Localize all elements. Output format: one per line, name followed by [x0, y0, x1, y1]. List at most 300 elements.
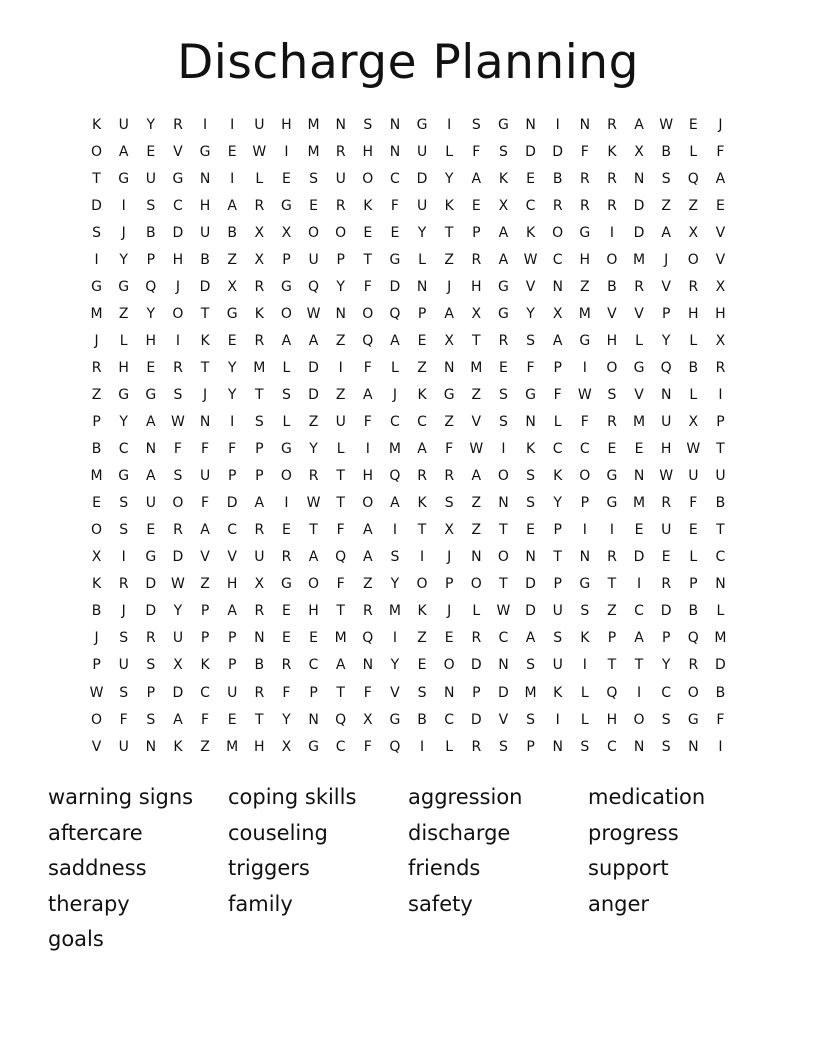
- grid-letter[interactable]: Q: [389, 468, 401, 485]
- grid-letter[interactable]: W: [686, 441, 701, 458]
- grid-letter[interactable]: O: [308, 224, 320, 241]
- grid-letter[interactable]: R: [552, 197, 563, 214]
- grid-letter[interactable]: M: [470, 359, 483, 376]
- grid-letter[interactable]: V: [91, 738, 102, 755]
- grid-letter[interactable]: C: [390, 414, 400, 431]
- grid-letter[interactable]: A: [552, 332, 563, 349]
- grid-letter[interactable]: Q: [687, 630, 699, 647]
- grid-letter[interactable]: P: [661, 305, 671, 322]
- grid-letter[interactable]: J: [121, 224, 126, 241]
- grid-letter[interactable]: M: [524, 684, 537, 701]
- grid-letter[interactable]: K: [417, 603, 427, 620]
- grid-letter[interactable]: H: [199, 197, 211, 214]
- grid-letter[interactable]: R: [335, 143, 346, 160]
- grid-letter[interactable]: Y: [119, 414, 128, 431]
- grid-letter[interactable]: B: [227, 224, 237, 241]
- grid-letter[interactable]: E: [92, 495, 101, 512]
- grid-letter[interactable]: G: [172, 170, 184, 187]
- grid-letter[interactable]: Z: [118, 305, 129, 322]
- grid-letter[interactable]: D: [145, 603, 157, 620]
- grid-letter[interactable]: Z: [417, 359, 427, 376]
- grid-letter[interactable]: C: [607, 738, 617, 755]
- grid-letter[interactable]: S: [580, 738, 590, 755]
- grid-letter[interactable]: Q: [687, 170, 699, 187]
- grid-letter[interactable]: I: [284, 143, 289, 160]
- grid-letter[interactable]: L: [553, 414, 562, 431]
- grid-letter[interactable]: N: [199, 170, 211, 187]
- grid-letter[interactable]: S: [363, 116, 373, 133]
- grid-letter[interactable]: G: [498, 116, 509, 133]
- grid-letter[interactable]: K: [254, 305, 264, 322]
- grid-letter[interactable]: O: [280, 305, 292, 322]
- grid-letter[interactable]: O: [280, 468, 292, 485]
- grid-letter[interactable]: D: [145, 576, 157, 593]
- grid-letter[interactable]: U: [661, 414, 672, 431]
- grid-letter[interactable]: K: [417, 495, 427, 512]
- grid-letter[interactable]: B: [254, 657, 265, 674]
- grid-letter[interactable]: S: [580, 603, 590, 620]
- grid-letter[interactable]: H: [281, 116, 292, 133]
- grid-letter[interactable]: A: [146, 414, 156, 431]
- grid-letter[interactable]: X: [715, 332, 726, 349]
- grid-letter[interactable]: E: [417, 332, 427, 349]
- grid-letter[interactable]: Z: [471, 386, 482, 403]
- grid-letter[interactable]: W: [306, 495, 321, 512]
- grid-letter[interactable]: R: [688, 657, 699, 674]
- grid-letter[interactable]: N: [389, 143, 401, 160]
- grid-letter[interactable]: R: [661, 576, 672, 593]
- grid-letter[interactable]: H: [660, 441, 672, 458]
- grid-letter[interactable]: A: [308, 549, 319, 566]
- grid-letter[interactable]: I: [582, 522, 587, 539]
- grid-letter[interactable]: D: [470, 657, 482, 674]
- grid-letter[interactable]: V: [634, 305, 644, 322]
- grid-letter[interactable]: G: [633, 359, 645, 376]
- grid-letter[interactable]: R: [579, 197, 590, 214]
- grid-letter[interactable]: C: [200, 684, 210, 701]
- grid-letter[interactable]: C: [661, 684, 672, 701]
- grid-letter[interactable]: S: [661, 711, 671, 728]
- grid-letter[interactable]: T: [336, 468, 345, 485]
- grid-letter[interactable]: W: [659, 116, 674, 133]
- grid-letter[interactable]: R: [498, 332, 509, 349]
- grid-letter[interactable]: F: [363, 414, 372, 431]
- grid-letter[interactable]: C: [498, 630, 509, 647]
- grid-letter[interactable]: O: [497, 468, 509, 485]
- grid-letter[interactable]: E: [227, 711, 237, 728]
- grid-letter[interactable]: G: [308, 738, 319, 755]
- grid-letter[interactable]: U: [254, 116, 265, 133]
- grid-letter[interactable]: Y: [390, 657, 400, 674]
- grid-letter[interactable]: H: [471, 278, 482, 295]
- grid-letter[interactable]: F: [580, 143, 589, 160]
- grid-letter[interactable]: N: [579, 549, 591, 566]
- grid-letter[interactable]: G: [226, 305, 238, 322]
- grid-letter[interactable]: D: [633, 197, 645, 214]
- grid-letter[interactable]: A: [363, 549, 373, 566]
- grid-letter[interactable]: H: [362, 468, 374, 485]
- grid-letter[interactable]: R: [145, 630, 156, 647]
- grid-letter[interactable]: D: [498, 684, 509, 701]
- grid-letter[interactable]: D: [525, 603, 536, 620]
- grid-letter[interactable]: Z: [227, 251, 237, 268]
- grid-letter[interactable]: G: [498, 305, 509, 322]
- grid-letter[interactable]: O: [443, 657, 455, 674]
- grid-letter[interactable]: X: [552, 305, 563, 322]
- grid-letter[interactable]: I: [609, 522, 614, 539]
- grid-letter[interactable]: R: [607, 414, 617, 431]
- grid-letter[interactable]: C: [308, 657, 319, 674]
- grid-letter[interactable]: P: [580, 495, 590, 512]
- grid-letter[interactable]: Z: [335, 332, 346, 349]
- grid-letter[interactable]: O: [308, 576, 320, 593]
- grid-letter[interactable]: L: [635, 332, 643, 349]
- grid-letter[interactable]: D: [308, 386, 319, 403]
- grid-letter[interactable]: U: [552, 657, 563, 674]
- grid-letter[interactable]: S: [444, 495, 454, 512]
- grid-letter[interactable]: W: [171, 414, 185, 431]
- grid-letter[interactable]: G: [91, 278, 102, 295]
- grid-letter[interactable]: S: [173, 468, 183, 485]
- grid-letter[interactable]: P: [227, 630, 237, 647]
- grid-letter[interactable]: G: [525, 386, 536, 403]
- grid-letter[interactable]: D: [226, 495, 238, 512]
- grid-letter[interactable]: B: [91, 441, 102, 458]
- grid-letter[interactable]: D: [715, 657, 726, 674]
- grid-letter[interactable]: E: [309, 630, 318, 647]
- grid-letter[interactable]: R: [254, 332, 265, 349]
- grid-letter[interactable]: R: [661, 495, 672, 512]
- grid-letter[interactable]: G: [281, 441, 292, 458]
- grid-letter[interactable]: A: [498, 251, 509, 268]
- grid-letter[interactable]: X: [254, 224, 265, 241]
- grid-letter[interactable]: S: [498, 738, 508, 755]
- grid-letter[interactable]: P: [146, 684, 156, 701]
- grid-letter[interactable]: K: [444, 197, 454, 214]
- grid-letter[interactable]: H: [362, 143, 374, 160]
- grid-letter[interactable]: A: [661, 224, 671, 241]
- grid-letter[interactable]: R: [715, 359, 726, 376]
- grid-letter[interactable]: M: [90, 468, 103, 485]
- grid-letter[interactable]: A: [417, 441, 427, 458]
- grid-letter[interactable]: X: [634, 143, 644, 160]
- grid-letter[interactable]: A: [363, 522, 373, 539]
- grid-letter[interactable]: L: [445, 143, 454, 160]
- grid-letter[interactable]: B: [661, 143, 671, 160]
- grid-letter[interactable]: V: [471, 414, 482, 431]
- grid-letter[interactable]: N: [145, 738, 157, 755]
- grid-letter[interactable]: N: [335, 116, 346, 133]
- grid-letter[interactable]: H: [254, 738, 265, 755]
- grid-letter[interactable]: M: [388, 603, 401, 620]
- grid-letter[interactable]: M: [226, 738, 239, 755]
- grid-letter[interactable]: Z: [363, 576, 373, 593]
- grid-letter[interactable]: R: [607, 549, 617, 566]
- grid-letter[interactable]: H: [606, 711, 618, 728]
- grid-letter[interactable]: J: [718, 116, 723, 133]
- grid-letter[interactable]: Y: [146, 116, 156, 133]
- grid-letter[interactable]: W: [252, 143, 267, 160]
- grid-letter[interactable]: R: [173, 522, 183, 539]
- grid-letter[interactable]: E: [282, 170, 291, 187]
- grid-letter[interactable]: P: [417, 305, 427, 322]
- grid-letter[interactable]: R: [607, 197, 617, 214]
- grid-letter[interactable]: G: [416, 116, 428, 133]
- grid-letter[interactable]: R: [281, 657, 292, 674]
- grid-letter[interactable]: Z: [661, 197, 671, 214]
- grid-letter[interactable]: F: [282, 684, 291, 701]
- grid-letter[interactable]: C: [715, 549, 726, 566]
- grid-letter[interactable]: X: [281, 738, 292, 755]
- grid-letter[interactable]: I: [555, 711, 560, 728]
- grid-letter[interactable]: E: [526, 170, 535, 187]
- grid-letter[interactable]: W: [306, 305, 321, 322]
- grid-letter[interactable]: O: [497, 549, 509, 566]
- grid-letter[interactable]: D: [199, 278, 211, 295]
- grid-letter[interactable]: U: [145, 170, 156, 187]
- grid-letter[interactable]: N: [471, 549, 482, 566]
- grid-letter[interactable]: T: [336, 495, 345, 512]
- grid-letter[interactable]: O: [362, 495, 374, 512]
- grid-letter[interactable]: L: [716, 603, 725, 620]
- grid-letter[interactable]: S: [526, 332, 535, 349]
- grid-letter[interactable]: T: [716, 522, 725, 539]
- grid-letter[interactable]: T: [363, 251, 373, 268]
- grid-letter[interactable]: V: [715, 251, 726, 268]
- grid-letter[interactable]: R: [254, 197, 265, 214]
- grid-letter[interactable]: E: [146, 143, 156, 160]
- grid-letter[interactable]: O: [172, 305, 184, 322]
- grid-letter[interactable]: C: [335, 738, 346, 755]
- grid-letter[interactable]: K: [363, 197, 373, 214]
- grid-letter[interactable]: G: [199, 143, 211, 160]
- grid-letter[interactable]: X: [444, 522, 454, 539]
- grid-letter[interactable]: Z: [444, 251, 454, 268]
- grid-letter[interactable]: B: [688, 603, 699, 620]
- grid-letter[interactable]: U: [227, 684, 238, 701]
- grid-letter[interactable]: P: [689, 576, 698, 593]
- grid-letter[interactable]: P: [472, 224, 481, 241]
- grid-letter[interactable]: B: [715, 684, 726, 701]
- grid-letter[interactable]: T: [716, 441, 725, 458]
- grid-letter[interactable]: Y: [661, 657, 671, 674]
- grid-letter[interactable]: Z: [335, 386, 346, 403]
- grid-letter[interactable]: N: [552, 278, 563, 295]
- grid-letter[interactable]: I: [230, 414, 235, 431]
- grid-letter[interactable]: V: [227, 549, 237, 566]
- grid-letter[interactable]: N: [498, 657, 509, 674]
- grid-letter[interactable]: F: [336, 576, 345, 593]
- grid-letter[interactable]: U: [335, 414, 346, 431]
- grid-letter[interactable]: S: [417, 684, 427, 701]
- grid-letter[interactable]: X: [254, 576, 265, 593]
- grid-letter[interactable]: L: [119, 332, 128, 349]
- grid-letter[interactable]: G: [145, 549, 157, 566]
- grid-letter[interactable]: M: [388, 441, 401, 458]
- grid-letter[interactable]: E: [390, 224, 400, 241]
- grid-letter[interactable]: Y: [661, 332, 671, 349]
- grid-letter[interactable]: R: [607, 170, 617, 187]
- grid-letter[interactable]: Y: [336, 278, 345, 295]
- grid-letter[interactable]: O: [416, 576, 428, 593]
- grid-letter[interactable]: L: [282, 414, 291, 431]
- grid-letter[interactable]: C: [579, 441, 590, 458]
- grid-letter[interactable]: R: [634, 278, 644, 295]
- grid-letter[interactable]: M: [334, 630, 347, 647]
- grid-letter[interactable]: H: [118, 359, 129, 376]
- grid-letter[interactable]: V: [715, 224, 726, 241]
- grid-letter[interactable]: T: [200, 359, 210, 376]
- grid-letter[interactable]: C: [390, 170, 400, 187]
- grid-letter[interactable]: F: [201, 441, 210, 458]
- grid-letter[interactable]: N: [254, 630, 265, 647]
- grid-letter[interactable]: P: [200, 603, 210, 620]
- grid-letter[interactable]: O: [687, 684, 699, 701]
- grid-letter[interactable]: F: [689, 495, 698, 512]
- grid-letter[interactable]: V: [634, 386, 644, 403]
- grid-letter[interactable]: Y: [282, 711, 291, 728]
- grid-letter[interactable]: T: [634, 657, 644, 674]
- grid-letter[interactable]: P: [255, 441, 264, 458]
- grid-letter[interactable]: Z: [607, 603, 617, 620]
- grid-letter[interactable]: S: [119, 630, 129, 647]
- grid-letter[interactable]: N: [335, 305, 346, 322]
- grid-letter[interactable]: P: [309, 684, 318, 701]
- grid-letter[interactable]: B: [91, 603, 102, 620]
- grid-letter[interactable]: J: [121, 603, 126, 620]
- grid-letter[interactable]: G: [145, 386, 157, 403]
- grid-letter[interactable]: V: [525, 278, 536, 295]
- grid-letter[interactable]: P: [444, 576, 454, 593]
- grid-letter[interactable]: C: [444, 711, 455, 728]
- grid-letter[interactable]: U: [118, 738, 129, 755]
- grid-letter[interactable]: K: [580, 630, 590, 647]
- grid-letter[interactable]: P: [526, 738, 535, 755]
- grid-letter[interactable]: W: [89, 684, 104, 701]
- grid-letter[interactable]: Z: [580, 278, 590, 295]
- grid-letter[interactable]: H: [579, 251, 591, 268]
- grid-letter[interactable]: E: [634, 441, 644, 458]
- grid-letter[interactable]: I: [392, 630, 397, 647]
- grid-letter[interactable]: A: [471, 170, 482, 187]
- grid-letter[interactable]: O: [91, 711, 103, 728]
- grid-letter[interactable]: N: [525, 116, 536, 133]
- grid-letter[interactable]: N: [145, 441, 157, 458]
- grid-letter[interactable]: E: [716, 197, 725, 214]
- grid-letter[interactable]: V: [607, 305, 617, 322]
- grid-letter[interactable]: O: [91, 522, 103, 539]
- grid-letter[interactable]: D: [525, 143, 536, 160]
- grid-letter[interactable]: G: [118, 278, 130, 295]
- grid-letter[interactable]: D: [633, 549, 645, 566]
- grid-letter[interactable]: G: [281, 197, 292, 214]
- grid-letter[interactable]: E: [146, 359, 156, 376]
- grid-letter[interactable]: O: [91, 143, 103, 160]
- grid-letter[interactable]: S: [526, 711, 535, 728]
- grid-letter[interactable]: C: [173, 197, 183, 214]
- grid-letter[interactable]: S: [281, 386, 291, 403]
- grid-letter[interactable]: Q: [606, 684, 618, 701]
- grid-letter[interactable]: T: [200, 305, 210, 322]
- grid-letter[interactable]: D: [633, 224, 645, 241]
- grid-letter[interactable]: R: [173, 116, 183, 133]
- grid-letter[interactable]: L: [255, 170, 264, 187]
- grid-letter[interactable]: B: [146, 224, 156, 241]
- grid-letter[interactable]: K: [607, 143, 617, 160]
- grid-letter[interactable]: A: [634, 116, 644, 133]
- grid-letter[interactable]: A: [363, 386, 373, 403]
- grid-letter[interactable]: D: [172, 684, 184, 701]
- grid-letter[interactable]: A: [227, 197, 237, 214]
- grid-letter[interactable]: L: [445, 738, 454, 755]
- grid-letter[interactable]: S: [498, 386, 508, 403]
- grid-letter[interactable]: E: [688, 522, 698, 539]
- grid-letter[interactable]: B: [715, 495, 726, 512]
- grid-letter[interactable]: I: [501, 441, 506, 458]
- grid-letter[interactable]: A: [200, 522, 210, 539]
- grid-letter[interactable]: K: [553, 468, 563, 485]
- grid-letter[interactable]: P: [336, 251, 345, 268]
- grid-letter[interactable]: F: [336, 522, 345, 539]
- grid-letter[interactable]: U: [715, 468, 726, 485]
- grid-letter[interactable]: E: [363, 224, 373, 241]
- grid-letter[interactable]: I: [419, 738, 425, 755]
- grid-letter[interactable]: G: [118, 170, 130, 187]
- grid-letter[interactable]: A: [498, 224, 509, 241]
- grid-letter[interactable]: N: [688, 738, 699, 755]
- grid-letter[interactable]: F: [173, 441, 182, 458]
- grid-letter[interactable]: G: [498, 278, 509, 295]
- grid-letter[interactable]: A: [715, 170, 726, 187]
- grid-letter[interactable]: I: [582, 359, 587, 376]
- grid-letter[interactable]: K: [525, 441, 536, 458]
- grid-letter[interactable]: O: [687, 251, 699, 268]
- grid-letter[interactable]: E: [282, 603, 291, 620]
- grid-letter[interactable]: U: [416, 197, 428, 214]
- grid-letter[interactable]: I: [392, 522, 397, 539]
- grid-letter[interactable]: U: [688, 468, 699, 485]
- grid-letter[interactable]: M: [633, 251, 646, 268]
- grid-letter[interactable]: B: [607, 278, 617, 295]
- grid-letter[interactable]: F: [716, 143, 725, 160]
- grid-letter[interactable]: E: [282, 522, 291, 539]
- grid-letter[interactable]: W: [659, 468, 674, 485]
- grid-letter[interactable]: F: [526, 359, 535, 376]
- grid-letter[interactable]: C: [552, 251, 563, 268]
- grid-letter[interactable]: T: [336, 684, 345, 701]
- grid-letter[interactable]: Y: [417, 224, 427, 241]
- grid-letter[interactable]: Z: [308, 414, 319, 431]
- grid-letter[interactable]: T: [499, 522, 508, 539]
- grid-letter[interactable]: G: [389, 711, 401, 728]
- grid-letter[interactable]: I: [121, 197, 126, 214]
- grid-letter[interactable]: Q: [362, 630, 374, 647]
- grid-letter[interactable]: H: [172, 251, 184, 268]
- grid-letter[interactable]: S: [607, 386, 617, 403]
- grid-letter[interactable]: G: [606, 495, 618, 512]
- grid-letter[interactable]: C: [227, 522, 238, 539]
- grid-letter[interactable]: D: [552, 143, 564, 160]
- grid-letter[interactable]: X: [444, 332, 454, 349]
- grid-letter[interactable]: S: [661, 738, 671, 755]
- grid-letter[interactable]: F: [228, 441, 237, 458]
- grid-letter[interactable]: I: [718, 386, 723, 403]
- grid-letter[interactable]: L: [689, 143, 698, 160]
- grid-letter[interactable]: X: [688, 414, 699, 431]
- grid-letter[interactable]: I: [338, 359, 343, 376]
- grid-letter[interactable]: H: [715, 305, 726, 322]
- grid-letter[interactable]: W: [171, 576, 185, 593]
